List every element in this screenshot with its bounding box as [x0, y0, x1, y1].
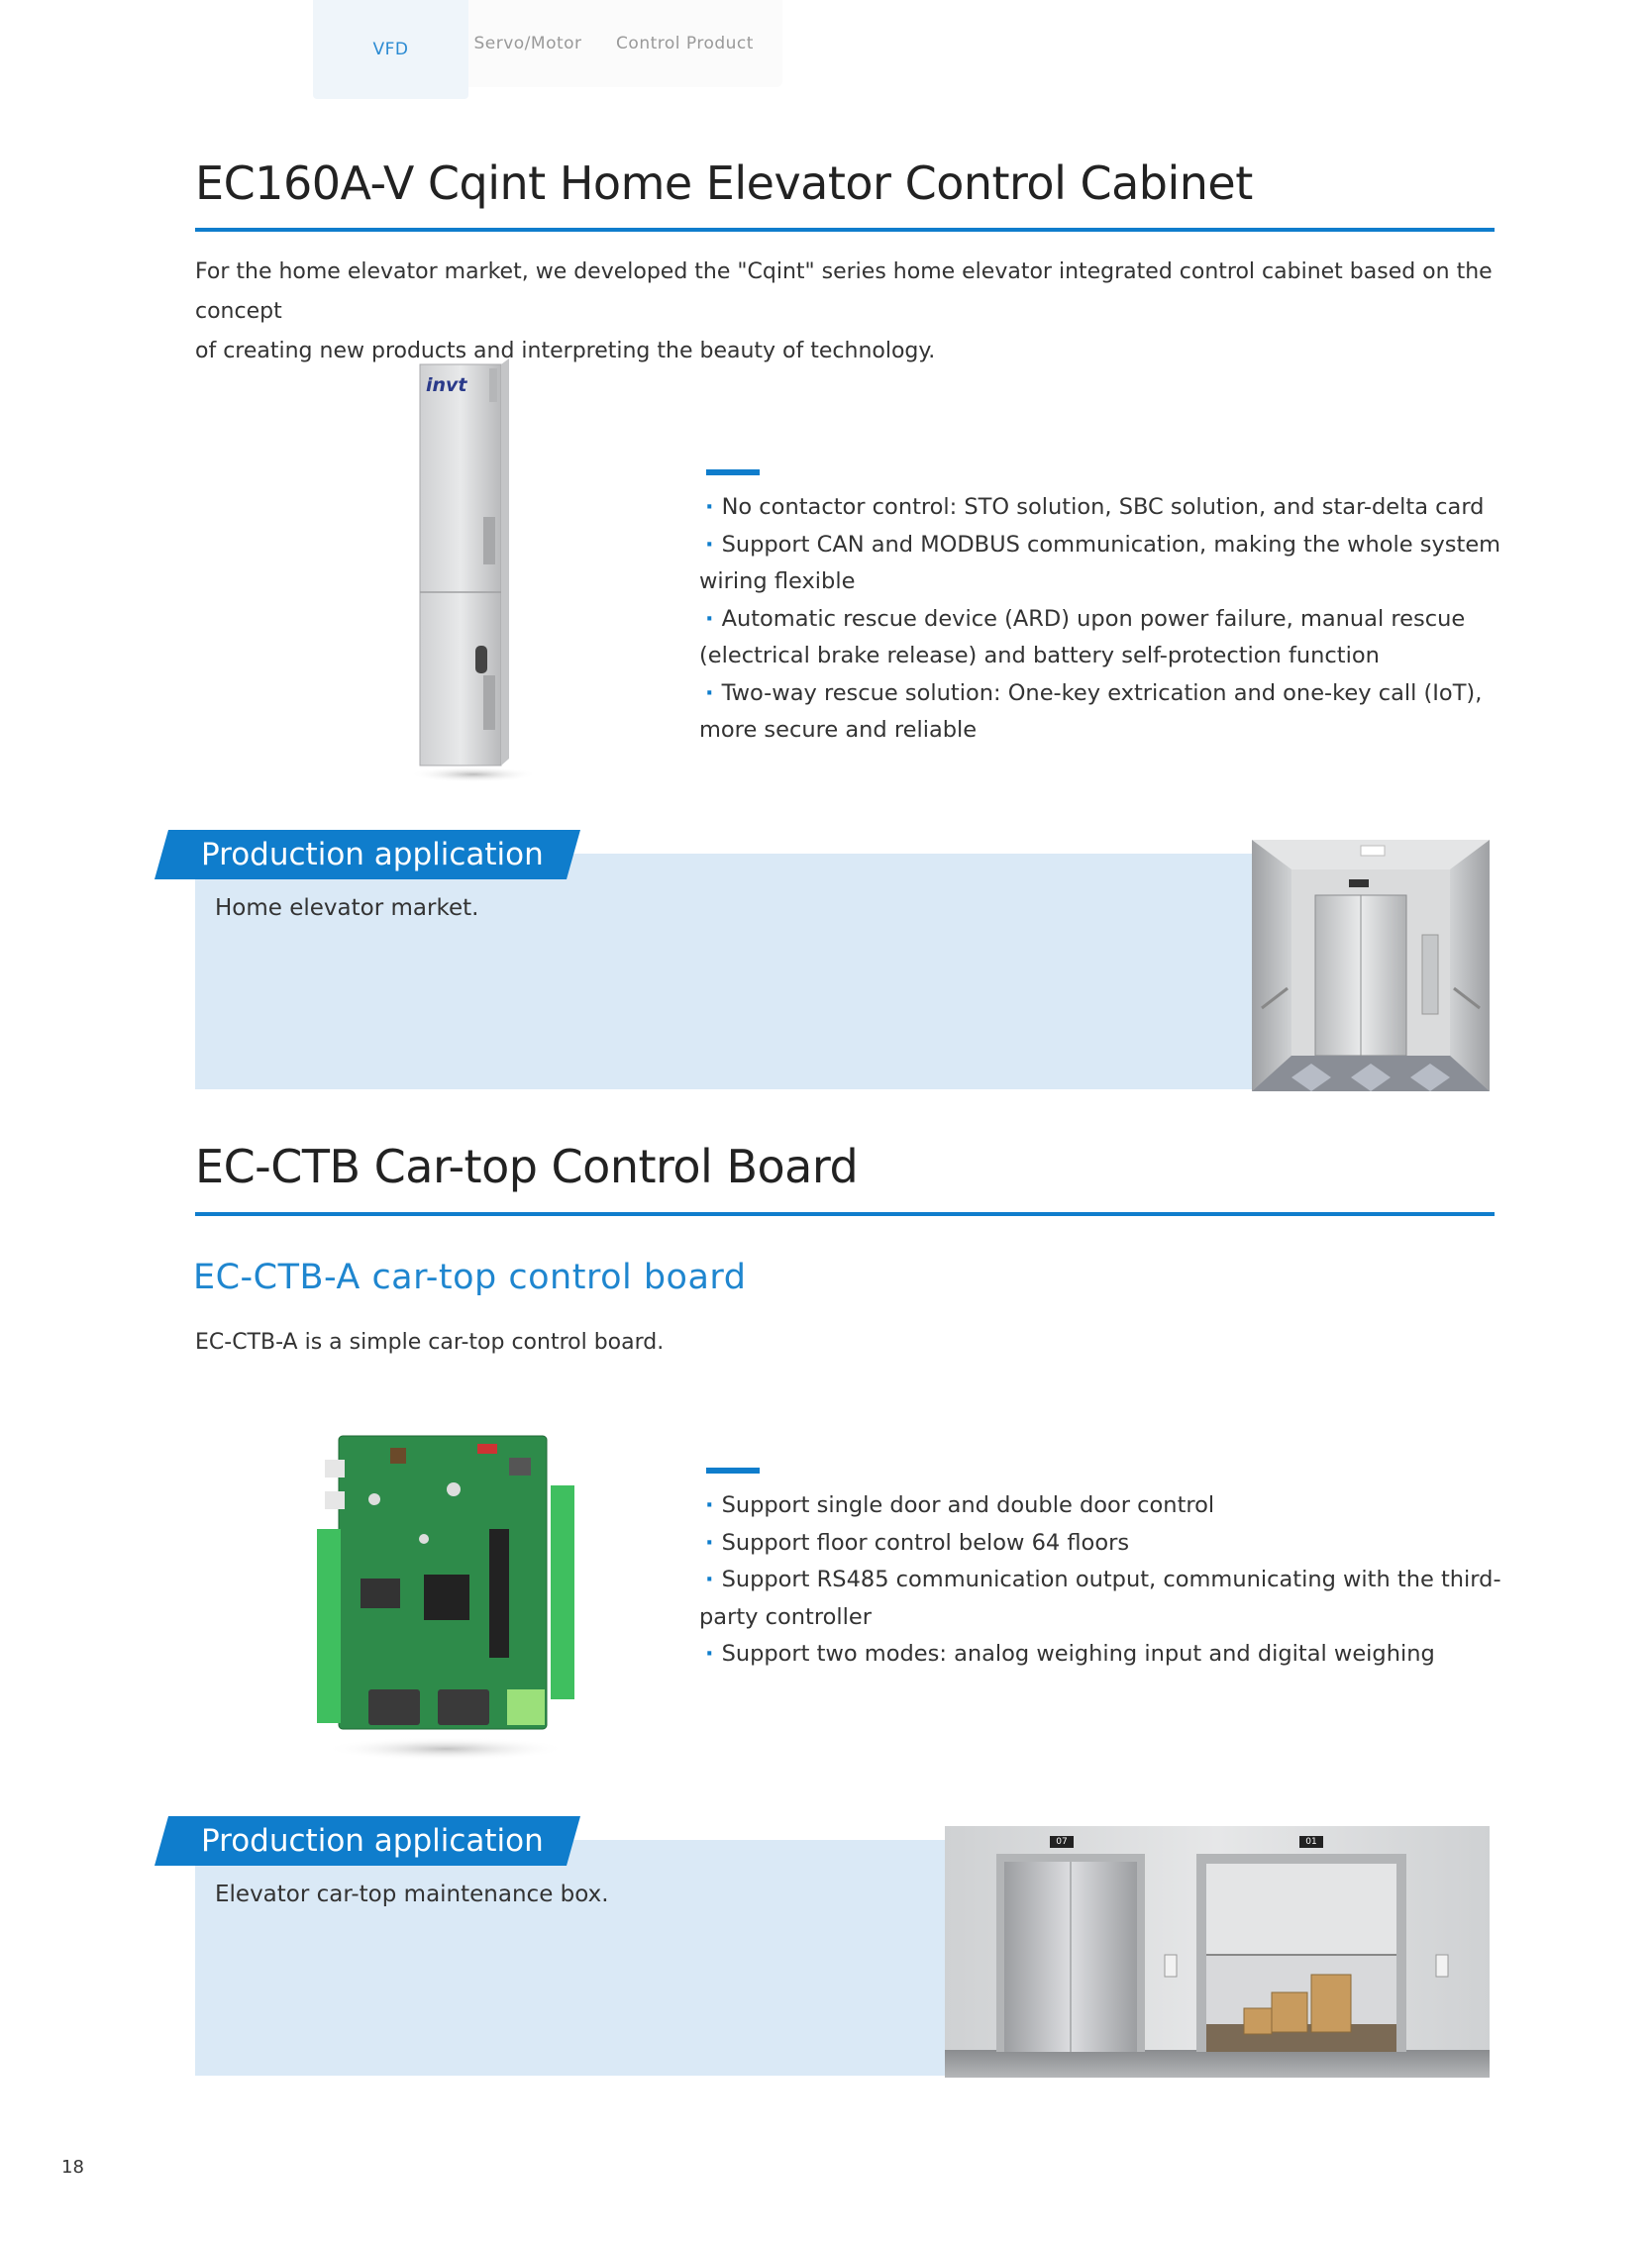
section1-title: EC160A-V Cqint Home Elevator Control Cabinet [195, 156, 1253, 210]
control-cabinet-image [406, 358, 555, 790]
tab-servo-motor[interactable]: Servo/Motor [468, 0, 587, 87]
elevator-interior-image [1252, 840, 1490, 1091]
section2-feature: · Support RS485 communication output, communicating with the third-party controller [699, 1562, 1551, 1636]
section2-accent-bar [706, 1468, 760, 1474]
section2-feature-list [699, 1487, 1551, 1674]
section2-application-label: Production application [201, 1823, 544, 1859]
section2-title: EC-CTB Car-top Control Board [195, 1140, 859, 1193]
section1-intro-line2: of creating new products and interpreting the beauty of technology. [195, 339, 936, 363]
section1-feature: · Support CAN and MODBUS communication, making the whole system wiring flexible [699, 527, 1541, 601]
section2-application-tag [155, 1816, 580, 1866]
section2-application-panel [195, 1840, 946, 2076]
page-number: 18 [61, 2157, 84, 2178]
tab-control-product[interactable]: Control Product [587, 0, 782, 87]
section2-feature: · Support floor control below 64 floors [699, 1525, 1551, 1563]
section1-feature: · Two-way rescue solution: One-key extrication and one-key call (IoT), more secure and reliable [699, 675, 1541, 750]
section2-feature: · Support single door and double door control [699, 1487, 1551, 1525]
product-tabs [313, 0, 782, 99]
section1-feature-list [699, 489, 1541, 750]
control-board-image [315, 1430, 582, 1765]
section1-feature: · Automatic rescue device (ARD) upon power failure, manual rescue (electrical brake release) and battery self-protection function [699, 601, 1541, 675]
section1-application-panel [195, 854, 1253, 1089]
section2-feature: · Support two modes: analog weighing input and digital weighing [699, 1636, 1551, 1674]
section1-application-text: Home elevator market. [215, 895, 479, 921]
section1-application-label: Production application [201, 837, 544, 872]
section1-application-tag [155, 830, 580, 879]
section1-feature: · No contactor control: STO solution, SBC solution, and star-delta card [699, 489, 1541, 527]
invt-logo: invt [426, 374, 467, 396]
floor-indicator-right: 01 [1305, 1837, 1317, 1847]
elevator-doors-image [945, 1826, 1490, 2078]
section1-rule [195, 228, 1495, 232]
section2-subtitle: EC-CTB-A car-top control board [193, 1258, 747, 1297]
section2-intro: EC-CTB-A is a simple car-top control board. [195, 1330, 665, 1355]
section1-accent-bar [706, 469, 760, 475]
floor-indicator-left: 07 [1056, 1837, 1068, 1847]
section1-intro [195, 253, 1502, 371]
section1-intro-line1: For the home elevator market, we developed the "Cqint" series home elevator integrated control cabinet based on the concept [195, 259, 1493, 324]
section2-application-text: Elevator car-top maintenance box. [215, 1882, 609, 1907]
section2-rule [195, 1212, 1495, 1216]
tab-vfd[interactable]: VFD [313, 0, 468, 99]
